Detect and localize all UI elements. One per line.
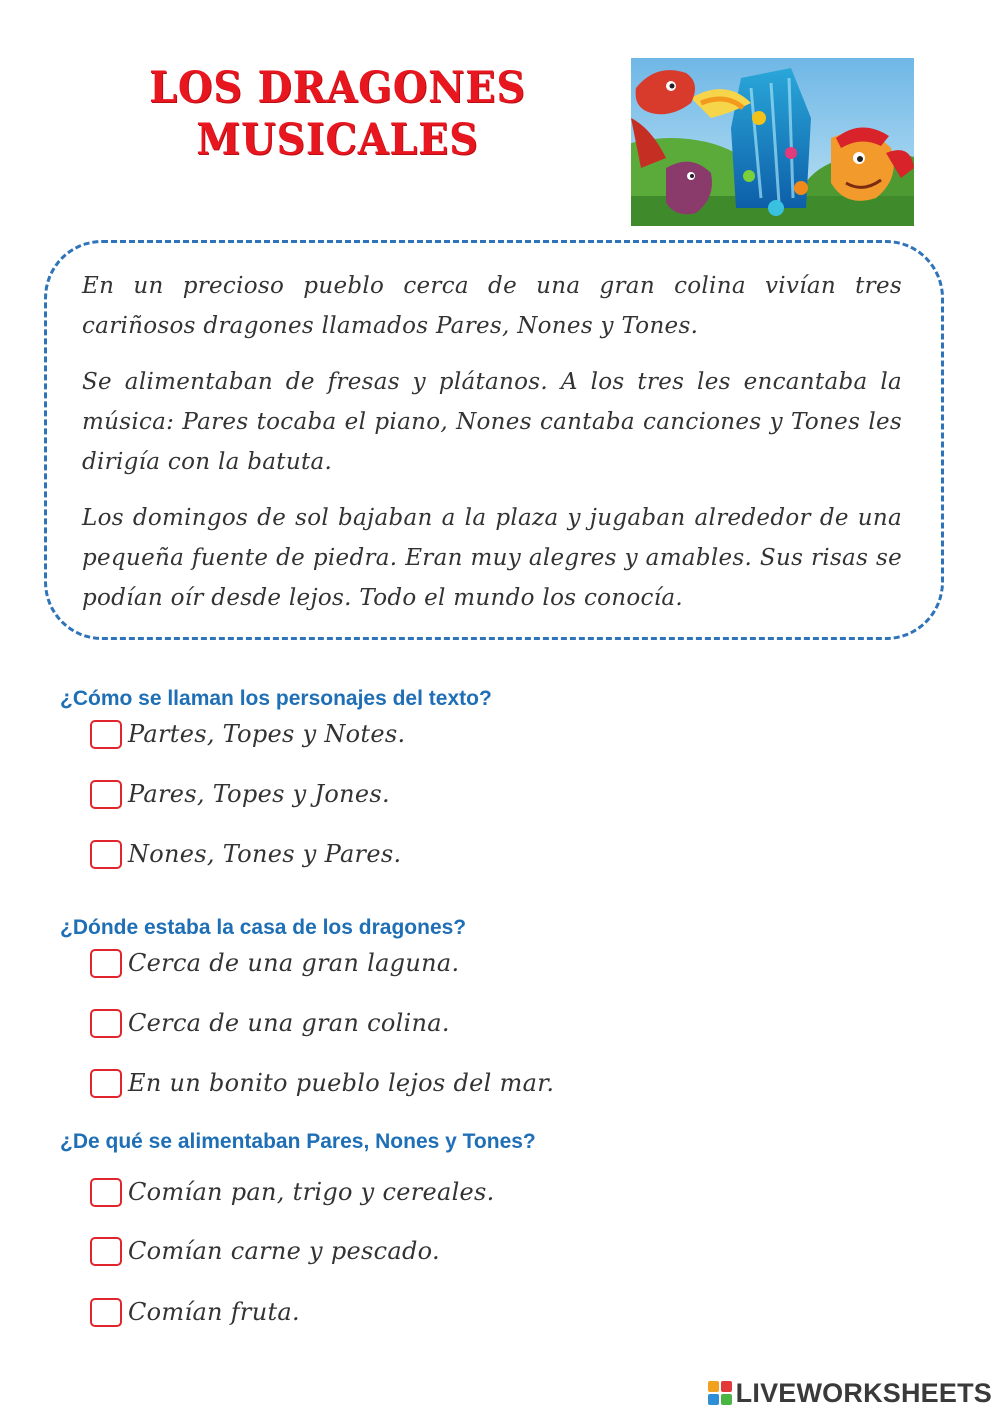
- answer-checkbox[interactable]: [90, 780, 122, 809]
- answer-checkbox[interactable]: [90, 1237, 122, 1266]
- answer-label: Nones, Tones y Pares.: [128, 840, 402, 868]
- answer-option[interactable]: [90, 1235, 440, 1267]
- answer-option[interactable]: [90, 947, 459, 979]
- answer-label: Comían pan, trigo y cereales.: [128, 1178, 495, 1206]
- question-1: ¿Cómo se llaman los personajes del texto?: [60, 687, 492, 710]
- story-paragraph: Se alimentaban de fresas y plátanos. A los tres les encantaba la música: Pares tocaba el piano, Nones cantaba canciones y Tones les dirigía con la batuta.: [82, 369, 902, 475]
- answer-checkbox[interactable]: [90, 720, 122, 749]
- answer-option[interactable]: [90, 778, 390, 810]
- story-text: [82, 266, 902, 634]
- answer-label: En un bonito pueblo lejos del mar.: [128, 1069, 555, 1097]
- question-3: ¿De qué se alimentaban Pares, Nones y Tones?: [60, 1130, 536, 1153]
- title-line-2: MUSICALES: [196, 115, 479, 165]
- answer-label: Partes, Topes y Notes.: [128, 720, 406, 748]
- answer-checkbox[interactable]: [90, 1298, 122, 1327]
- story-paragraph: Los domingos de sol bajaban a la plaza y jugaban alrededor de una pequeña fuente de piedra. Eran muy alegres y amables. Sus risas se podían oír desde lejos. Todo el mundo los conocía.: [82, 505, 902, 611]
- liveworksheets-branding: [708, 1378, 992, 1408]
- answer-option[interactable]: [90, 1007, 450, 1039]
- answer-label: Comían fruta.: [128, 1298, 300, 1326]
- worksheet-title: [119, 62, 556, 166]
- answer-option[interactable]: [90, 1067, 554, 1099]
- answer-label: Cerca de una gran laguna.: [128, 949, 460, 977]
- answer-checkbox[interactable]: [90, 949, 122, 978]
- liveworksheets-logo-icon: [708, 1381, 732, 1405]
- answer-option[interactable]: [90, 718, 405, 750]
- answer-checkbox[interactable]: [90, 1009, 122, 1038]
- answer-option[interactable]: [90, 838, 401, 870]
- answer-checkbox[interactable]: [90, 840, 122, 869]
- dragons-waterfall-image: [631, 58, 914, 226]
- question-2: ¿Dónde estaba la casa de los dragones?: [60, 916, 467, 939]
- title-line-1: LOS DRAGONES: [149, 63, 526, 113]
- answer-label: Comían carne y pescado.: [128, 1237, 440, 1265]
- answer-label: Pares, Topes y Jones.: [128, 780, 390, 808]
- brand-text: LIVEWORKSHEETS: [735, 1377, 992, 1408]
- answer-option[interactable]: [90, 1176, 495, 1208]
- story-paragraph: En un precioso pueblo cerca de una gran colina vivían tres cariñosos dragones llamados Pares, Nones y Tones.: [82, 273, 902, 339]
- answer-checkbox[interactable]: [90, 1069, 122, 1098]
- answer-option[interactable]: [90, 1296, 300, 1328]
- answer-label: Cerca de una gran colina.: [128, 1009, 450, 1037]
- answer-checkbox[interactable]: [90, 1178, 122, 1207]
